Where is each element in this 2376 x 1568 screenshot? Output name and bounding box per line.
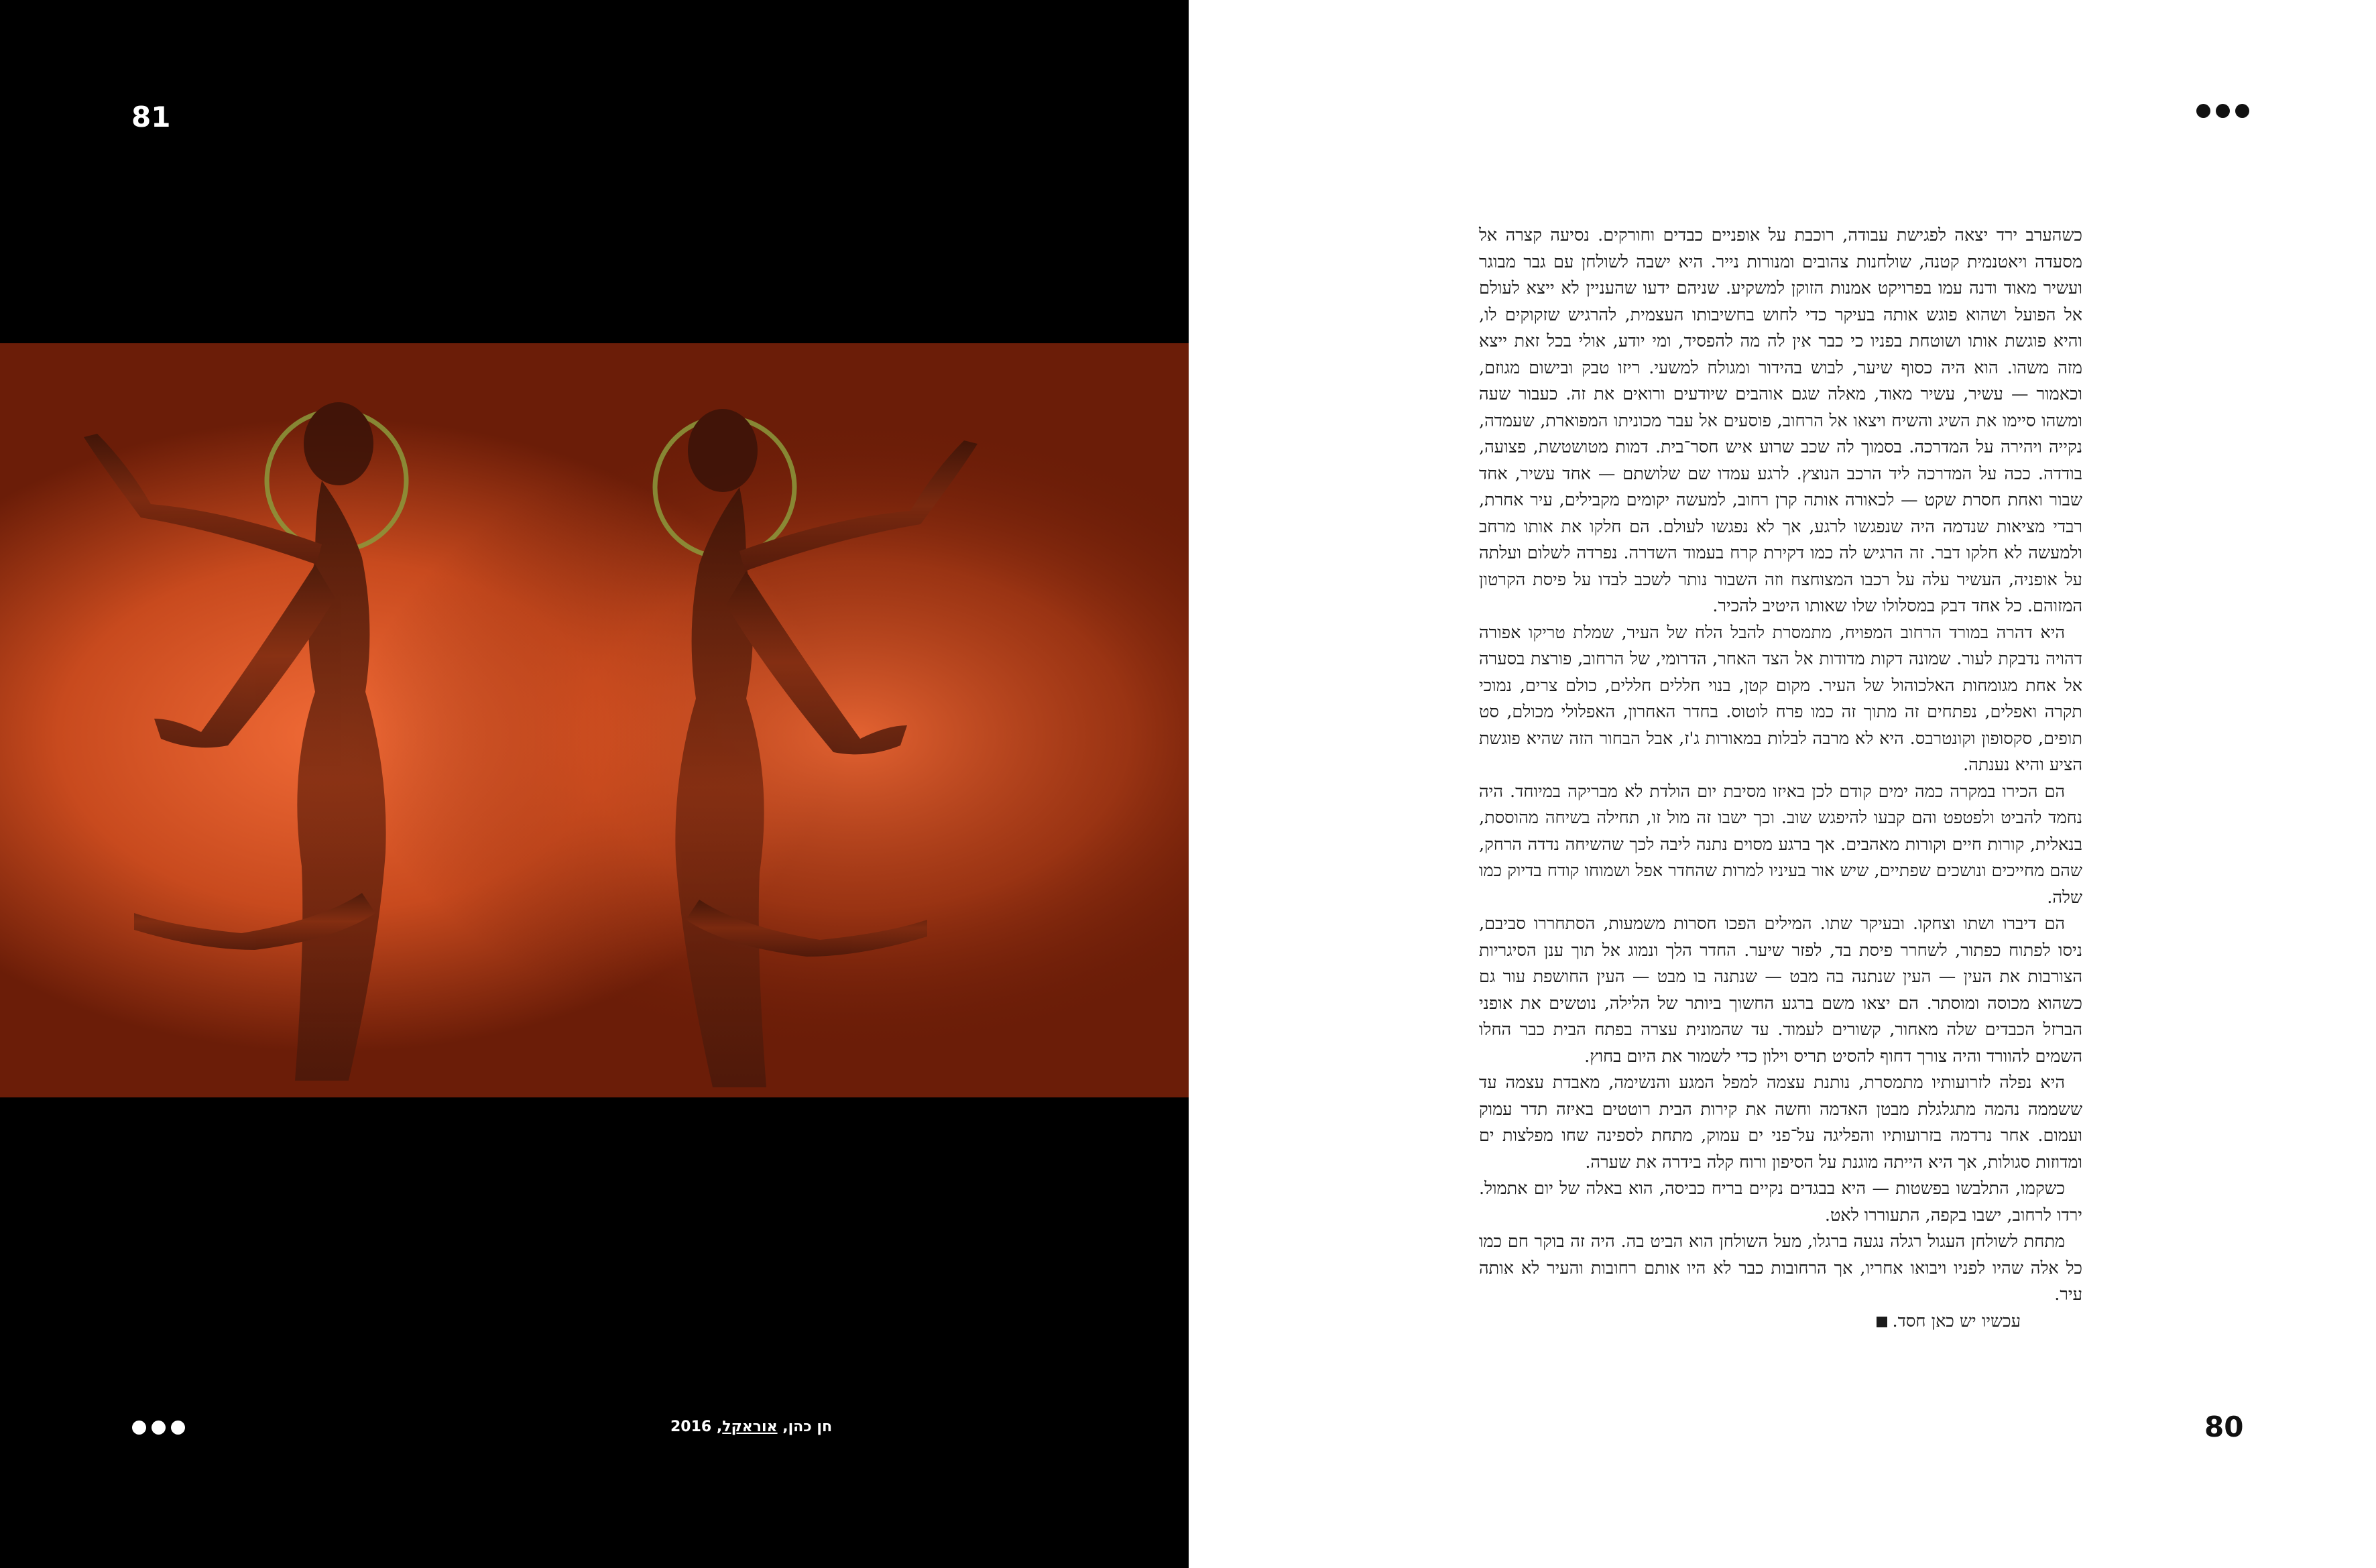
article-paragraph: הם דיברו ושתו וצחקו. ובעיקר שתו. המילים הפכו חסרות משמעות, הסתחררו סביבם, ניסו לפתוח כפתור, לשחרר פיסת בד, לפזר שיער. החדר הלך ונמוג אל תוך ענן הסיגריות הצורבות את העין — העין שנתנה בה מבט — שנתנה בו מבט — העין החושפת עור גם כשהוא מכוסה ומוסתר. הם יצאו משם ברגע החשוך ביותר של הלילה, נוטשים את אופני הברזל הכבדים שלה מאחור, קשורים לעמוד. עד שהמונית עצרה בפתח הבית כבר החלו השמים להוורד והיה צורך דחוף להסיט תריס וילון כדי לשמור את היום בחוץ. (1479, 914, 2082, 1067)
article-body (1479, 223, 2082, 1335)
artwork-glow (0, 343, 1189, 1097)
article-paragraph: כשקמו, התלבשו בפשטות — היא בבגדים נקיים בריח כביסה, הוא באלה של יום אתמול. ירדו לרחוב, ישבו בקפה, התעוררו לאט. (1479, 1179, 2082, 1225)
dot-icon (2216, 104, 2230, 118)
dot-icon (2196, 104, 2210, 118)
page-number-left: 81 (131, 101, 171, 133)
article-paragraph: היא דהרה במורד הרחוב המפויח, מתמסרת להבל הלח של העיר, שמלת טריקו אפורה דהויה נדבקת לעור. שמונה דקות מדודות אל הצד האחר, הדרומי, של הרחוב, פורצת בסערה אל אחת מגומחות האלכוהול של העיר. מקום קטן, בנוי חללים חללים, כולם צרים, נמוכי תקרה ואפלים, נפתחים זה מתוך זה כמו פרח לוטוס. בחדר האחרון, האפלולי מכולם, סט תופים, סקסופון וקונטרבס. היא לא מרבה לבלות במאורות ג'ז, אבל הבחור הזה שהיא פוגשת הציע והיא נענתה. (1479, 622, 2082, 775)
artwork-image (0, 343, 1189, 1097)
image-caption (670, 1419, 900, 1435)
page-number-right: 80 (2204, 1410, 2244, 1443)
right-page (1189, 0, 2376, 1568)
article-paragraph: היא נפלה לזרועותיו מתמסרת, נותנת עצמה למפל המגע והנשימה, מאבדת עצמה עד ששממה נהמה מתגלגלת מבטן האדמה וחשה את קירות הבית רוטטים באיזה תדר עמוק ועמום. אחר נרדמה בזרועותיו והפליגה על־פני ים עמוק, מתחת לספינה שחו מפלצות ים ומדוזות סגולות, אך היא הייתה מוגנת על הסיפון ורוח קלה בידרה את שערה. (1479, 1073, 2082, 1172)
article-ending (1479, 1309, 2082, 1335)
article-paragraph: הם הכירו במקרה כמה ימים קודם לכן באיזו מסיבת יום הולדת לא מבריקה במיוחד. היה נחמד להביט ולפטפט והם קבעו להיפגש שוב. וכך ישבו זה מול זו, תחילה בשיחה מהוססת, בנאלית, קורות חיים וקורות מאהבים. אך ברגע מסוים נתנה ליבה לכך שהשיחה נדדה הרחק, שהם מחייכים ונושכים שפתיים, שיש אור בעיניו למרות שהחדר אפל ושמוחו קודח בדיוק כמו שלה. (1479, 781, 2082, 908)
dot-icon (171, 1421, 185, 1435)
caption-artist: חן כהן, (777, 1419, 833, 1435)
article-ending-text: עכשיו יש כאן חסד. (1892, 1311, 2021, 1331)
dot-icon (2235, 104, 2249, 118)
end-of-article-square-icon (1877, 1317, 1887, 1327)
caption-work-title: אוראקל (722, 1419, 778, 1435)
decorative-dots-right (2196, 104, 2249, 118)
dot-icon (132, 1421, 146, 1435)
caption-year: , 2016 (670, 1419, 723, 1435)
decorative-dots-left (132, 1421, 185, 1435)
article-paragraph: כשהערב ירד יצאה לפגישת עבודה, רוכבת על אופניים כבדים וחורקים. נסיעה קצרה אל מסעדה ויאטנמית קטנה, שולחנות צהובים ומנורות נייר. היא ישבה לשולחן עם גבר מבוגר ועשיר מאוד ודנה עמו בפרויקט אמנות הזוקן למשקיע. שניהם ידעו שהעניין לא ייצא לעולם אל הפועל ושהוא פוגש אותה בעיקר כדי לחוש בחשיבותו העצמית, להרגיש שזקוקים לו, והיא פוגשת אותו ושוטחת בפניו כי כבר אין לה מה להפסיד, ומי יודע, אולי בכל זאת ייצא מזה משהו. הוא היה כסוף שיער, לבוש בהידור ומגולח למשעי. ריזו טבק ובישום מגוזם, וכאמור — עשיר, עשיר מאוד, מאלה שגם אוהבים שיודעים ורואים את זה. כעבור שעה ומשהו סיימו את השיג והשיח ויצאו אל הרחוב, פוסעים אל עבר מכוניתו המפוארת, שעמדה, נקייה ויהירה על המדרכה. בסמוך לה שכב שרוע איש חסר־בית. דמות מטושטשת, פצועה, בודדה. ככה על המדרכה ליד הרכב הנוצץ. לרגע עמדו שם שלושתם — אחד עשיר, אחד שבור ואחת חסרת שקט — לכאורה אותה קרן רחוב, למעשה יקומים מקבילים, עיר אחרת, רבדי מציאות שנדמה היה שנפגשו לרגע, אך לא נפגשו לעולם. הם חלקו את אותו מרחב ולמעשה לא חלקו דבר. זה הרגיש לה כמו דקירת קרח בעמוד השדרה. נפרדה לשלום ועלתה על אופניה, העשיר עלה על רכבו המצוחצח וזה השבור נותר לשכב לבדו על פיסת הקרטון המזוהם. כל אחד דבק במסלולו שלו שאותו היטיב להכיר. (1479, 225, 2082, 616)
dot-icon (152, 1421, 166, 1435)
article-paragraph: מתחת לשולחן העגול רגלה נגעה ברגלו, מעל השולחן הוא הביט בה. היה זה בוקר חם כמו כל אלה שהיו לפניו ויבואו אחריו, אך הרחובות כבר לא היו אותם רחובות והעיר לא אותה עיר. (1479, 1231, 2082, 1305)
